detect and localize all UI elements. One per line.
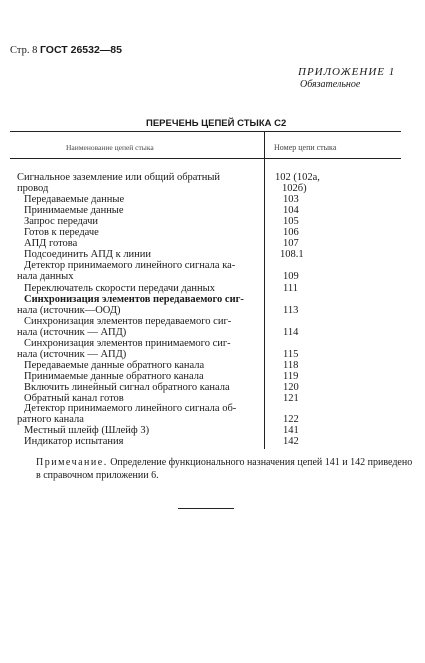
row-name: нала данных (17, 271, 74, 282)
note-label: Примечание. (36, 457, 108, 468)
column-header-number: Номер цепи стыка (274, 143, 337, 152)
row-number: 107 (283, 238, 299, 249)
row-number: 115 (283, 349, 299, 360)
row-number: 114 (283, 327, 299, 338)
row-name: нала (источник—ООД) (17, 305, 121, 316)
table-top-rule (10, 131, 401, 132)
row-name: нала (источник — АПД) (17, 327, 127, 338)
row-number: 108.1 (280, 249, 304, 260)
row-number: 119 (283, 371, 299, 382)
list-title: ПЕРЕЧЕНЬ ЦЕПЕЙ СТЫКА С2 (146, 118, 287, 129)
row-name: Передаваемые данные (24, 194, 125, 205)
appendix-title: ПРИЛОЖЕНИЕ 1 (298, 66, 396, 78)
row-name: Обратный канал готов (24, 393, 124, 404)
row-name: Синхронизация элементов передаваемого сиг- (24, 294, 244, 305)
note (36, 456, 416, 482)
table-header-rule (10, 158, 401, 159)
row-number: 102б) (282, 183, 307, 194)
row-name: Принимаемые данные обратного канала (24, 371, 204, 382)
row-name: ратного канала (17, 414, 84, 425)
row-name: Передаваемые данные обратного канала (24, 360, 205, 371)
row-name: Подсоединить АПД к линии (24, 249, 152, 260)
appendix-subtitle: Обязательное (300, 79, 361, 90)
row-name: Сигнальное заземление или общий обратный (17, 172, 221, 183)
row-name: нала (источник — АПД) (17, 349, 127, 360)
row-number: 104 (283, 205, 299, 216)
row-number: 109 (283, 271, 299, 282)
row-name: Запрос передачи (24, 216, 98, 227)
row-name: Синхронизация элементов принимаемого сиг- (24, 338, 231, 349)
row-number: 105 (283, 216, 299, 227)
row-name: Синхронизация элементов передаваемого сиг- (24, 316, 232, 327)
end-rule (178, 508, 234, 509)
row-name: Детектор принимаемого линейного сигнала об- (24, 403, 237, 414)
row-number: 141 (283, 425, 299, 436)
row-number: 111 (283, 283, 298, 294)
table-column-divider (264, 131, 265, 449)
row-number: 121 (283, 393, 299, 404)
row-name: Принимаемые данные (24, 205, 124, 216)
page-header (10, 44, 122, 56)
note-text: Определение функционального назначения цепей 141 и 142 приведено в справочном приложении 6. (36, 457, 413, 481)
standard-number: ГОСТ 26532—85 (39, 44, 122, 56)
row-number: 120 (283, 382, 299, 393)
row-number: 122 (283, 414, 299, 425)
row-name: Готов к передаче (24, 227, 99, 238)
row-number: 118 (283, 360, 299, 371)
row-number: 102 (102а, (275, 172, 320, 183)
row-name: АПД готова (24, 238, 78, 249)
row-name: Индикатор испытания (24, 436, 124, 447)
row-number: 113 (283, 305, 299, 316)
row-name: Переключатель скорости передачи данных (24, 283, 215, 294)
page-number: Стр. 8 (10, 45, 38, 56)
row-number: 103 (283, 194, 299, 205)
row-number: 106 (283, 227, 299, 238)
row-name: Местный шлейф (Шлейф 3) (24, 425, 150, 436)
row-name: провод (17, 183, 49, 194)
row-name: Включить линейный сигнал обратного канала (24, 382, 230, 393)
row-name: Детектор принимаемого линейного сигнала ка- (24, 260, 236, 271)
row-number: 142 (283, 436, 299, 447)
column-header-name: Наименование цепей стыка (66, 143, 154, 152)
